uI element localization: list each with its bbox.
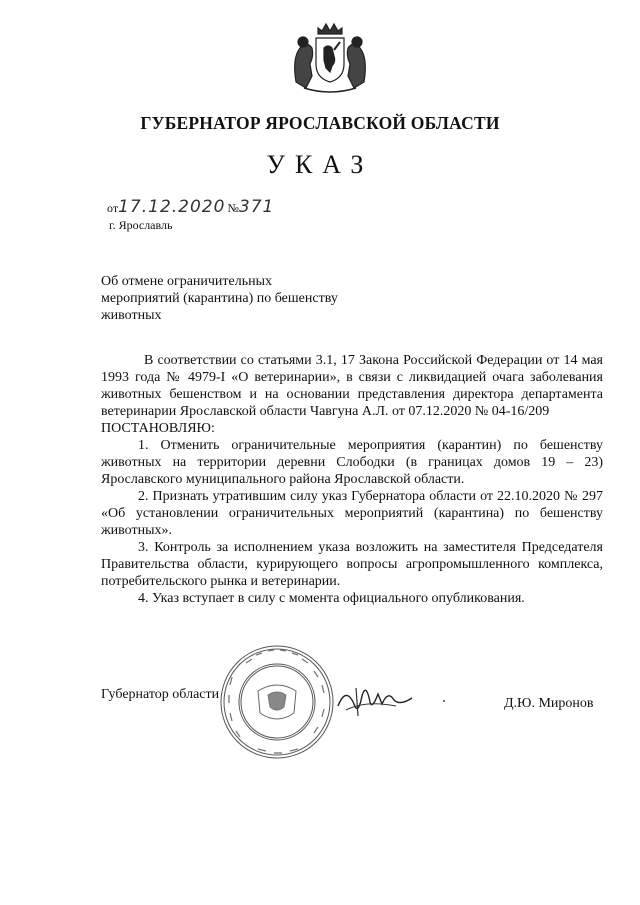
city-label: г. Ярославль (109, 218, 173, 232)
decree-number: 371 (238, 197, 275, 217)
decree-item-1: 1. Отменить ограничительные мероприятия (карантин) по бешенству животных на территории деревни Слободки (в границах домов 19 – 23) Ярославского муниципального района Ярославской области. (101, 438, 603, 487)
document-type-title: УКАЗ (266, 150, 374, 179)
ink-dot (443, 700, 445, 702)
preamble-paragraph: В соответствии со статьями 3.1, 17 Закона Российской Федерации от 14 мая 1993 года № 4979-I «О ветеринарии», в связи с ликвидацией очага заболевания животных бешенством и на основании представления директора департамента ветеринарии Ярославской области Чавгуна А.Л. от 07.12.2020 № 04-16/209 (101, 353, 603, 419)
date-prefix: от (107, 201, 119, 215)
signer-name: Д.Ю. Миронов (504, 696, 594, 711)
authority-heading: ГУБЕРНАТОР ЯРОСЛАВСКОЙ ОБЛАСТИ (140, 113, 500, 133)
decree-subject: Об отмене ограничительных мероприятий (карантина) по бешенству животных (101, 274, 338, 323)
decree-item-3: 3. Контроль за исполнением указа возложить на заместителя Председателя Правительства области, курирующего вопросы агропромышленного комплекса, потребительского рынка и ветеринарии. (101, 540, 603, 589)
handwritten-signature-icon (336, 676, 414, 722)
coat-of-arms-icon (288, 12, 372, 96)
signer-title: Губернатор области (101, 687, 220, 702)
decree-date: 17.12.2020 (118, 197, 226, 217)
decree-word: ПОСТАНОВЛЯЮ: (101, 421, 215, 436)
decree-body (101, 352, 603, 607)
decree-item-4: 4. Указ вступает в силу с момента официального опубликования. (138, 591, 525, 606)
official-seal-icon (218, 643, 336, 761)
decree-item-2: 2. Признать утратившим силу указ Губернатора области от 22.10.2020 № 297 «Об установлении ограничительных мероприятий (карантина) по бешенству животных». (101, 489, 603, 538)
number-prefix: № (227, 201, 239, 215)
date-number-line (107, 197, 274, 217)
